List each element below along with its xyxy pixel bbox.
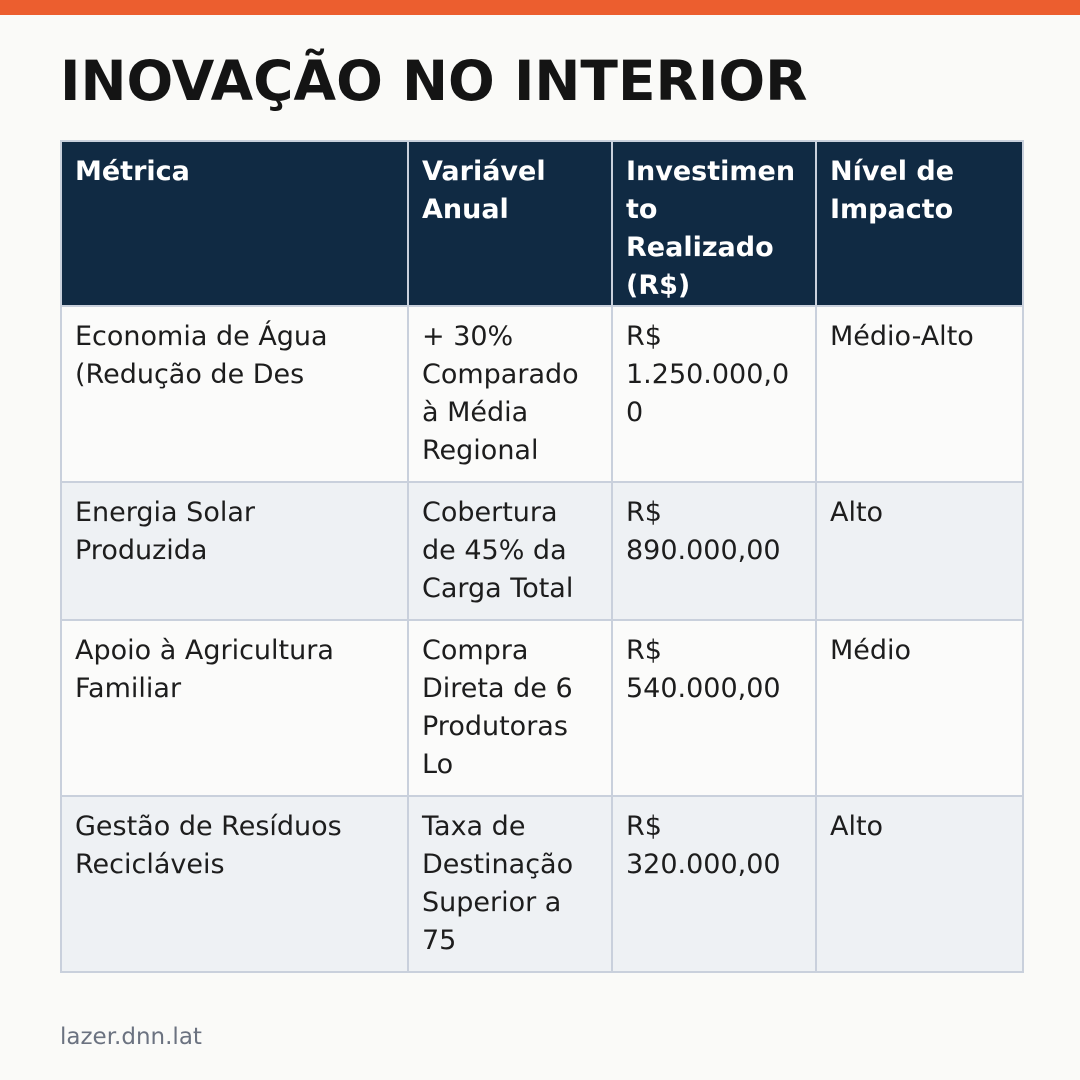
- table-cell-investment: R$ 1.250.000,00: [612, 306, 816, 482]
- table-cell-impact: Médio: [816, 620, 1023, 796]
- table-cell-investment: R$ 320.000,00: [612, 796, 816, 972]
- table-cell-variable: Taxa de Destinação Superior a 75: [408, 796, 612, 972]
- column-header-investimento: Investimento Realizado (R$): [612, 141, 816, 306]
- table-cell-metric: Gestão de Resíduos Recicláveis: [61, 796, 408, 972]
- table-cell-metric: Economia de Água (Redução de Des: [61, 306, 408, 482]
- table-cell-metric: Apoio à Agricultura Familiar: [61, 620, 408, 796]
- table-row: [61, 796, 1023, 972]
- table-cell-metric: Energia Solar Produzida: [61, 482, 408, 620]
- table-cell-impact: Alto: [816, 482, 1023, 620]
- table-cell-variable: Cobertura de 45% da Carga Total: [408, 482, 612, 620]
- page-title: INOVAÇÃO NO INTERIOR: [60, 49, 808, 113]
- column-header-variavel-anual: Variável Anual: [408, 141, 612, 306]
- table-row: [61, 482, 1023, 620]
- column-header-metrica: Métrica: [61, 141, 408, 306]
- table-cell-investment: R$ 890.000,00: [612, 482, 816, 620]
- table-header-row: [61, 141, 1023, 306]
- table-row: [61, 306, 1023, 482]
- table-cell-impact: Médio-Alto: [816, 306, 1023, 482]
- table-cell-investment: R$ 540.000,00: [612, 620, 816, 796]
- metrics-table: [60, 140, 1024, 973]
- top-accent-bar: [0, 0, 1080, 15]
- table-cell-variable: + 30% Comparado à Média Regional: [408, 306, 612, 482]
- column-header-nivel-impacto: Nível de Impacto: [816, 141, 1023, 306]
- footer-url: lazer.dnn.lat: [60, 1024, 202, 1050]
- table-cell-impact: Alto: [816, 796, 1023, 972]
- table-cell-variable: Compra Direta de 6 Produtoras Lo: [408, 620, 612, 796]
- table-row: [61, 620, 1023, 796]
